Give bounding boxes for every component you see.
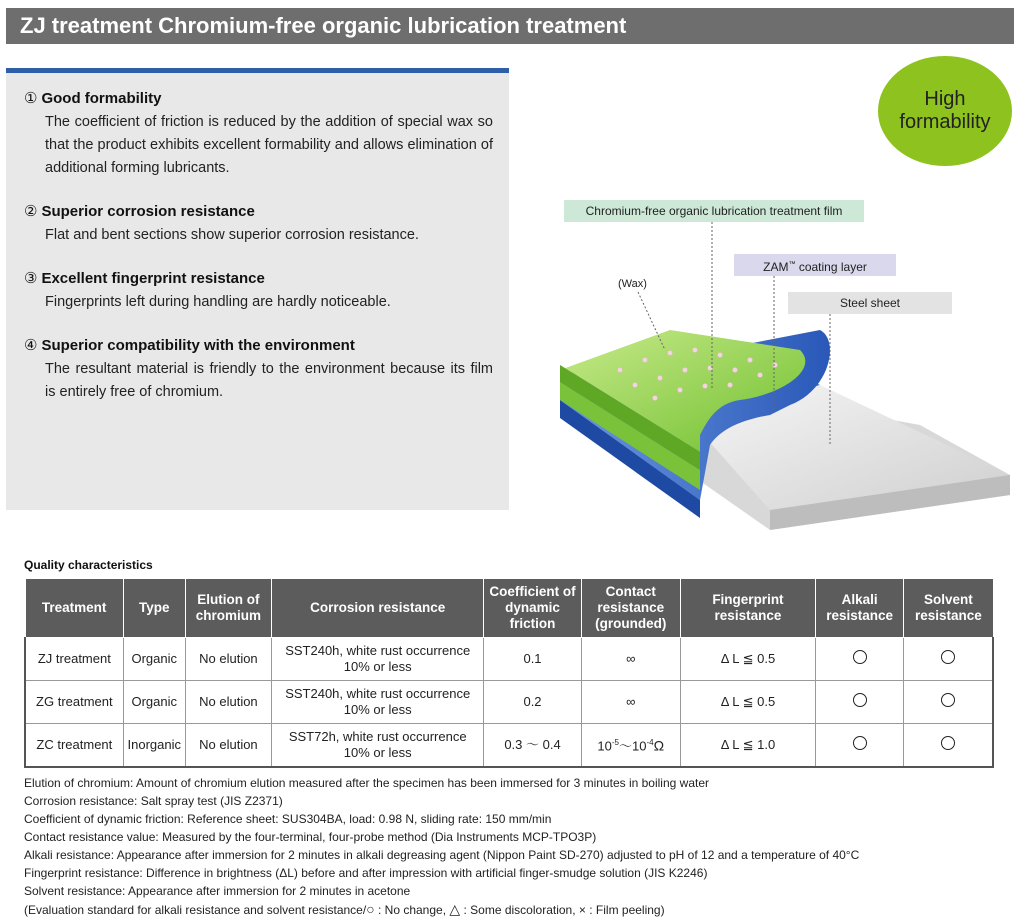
col-type: Type [123,579,185,638]
cell-friction: 0.2 [484,681,581,724]
zam-label-suffix: coating layer [795,260,867,274]
col-contact: Contact resistance (grounded) [581,579,680,638]
cell-fingerprint: Δ L ≦ 0.5 [680,681,815,724]
high-formability-badge [878,56,1012,166]
steel-label: Steel sheet [788,292,952,314]
col-alkali: Alkali resistance [816,579,904,638]
corrosion-line1: SST240h, white rust occurrence [285,686,471,701]
cell-friction: 0.3 ～ 0.4 [484,724,581,768]
feature-text: Fingerprints left during handling are hardly noticeable. [45,294,391,310]
no-change-circle-icon [941,650,955,664]
feature-heading: Superior compatibility with the environment [41,337,355,354]
features-panel [6,68,509,510]
feature-text: Flat and bent sections show superior corrosion resistance. [45,227,419,243]
corrosion-line1: SST240h, white rust occurrence [285,643,471,658]
badge-line2: formability [899,111,991,133]
no-change-circle-icon [941,736,955,750]
cell-type: Inorganic [123,724,185,768]
cell-corrosion [271,681,483,724]
feature-corrosion [24,202,493,247]
cell-elution: No elution [185,681,271,724]
cross-icon: × [578,903,586,917]
no-change-circle-icon [853,693,867,707]
feature-text: The resultant material is friendly to the environment because its film is entirely free of chromium. [45,361,493,400]
feature-number: ② [24,203,38,220]
feature-environment [24,336,493,404]
feature-number: ④ [24,337,38,354]
footnotes [24,774,859,919]
corrosion-line1: SST72h, white rust occurrence [288,729,467,744]
col-fingerprint: Fingerprint resistance [680,579,815,638]
note-elution: Elution of chromium: Amount of chromium elution measured after the specimen has been immersed for 3 minutes in boiling water [24,776,709,790]
note-friction: Coefficient of dynamic friction: Reference sheet: SUS304BA, load: 0.98 N, sliding rate: 150 mm/min [24,812,552,826]
corrosion-line2: 10% or less [343,702,412,717]
zam-label [734,254,896,276]
no-change-circle-icon [941,693,955,707]
table-row [25,724,993,768]
cell-corrosion [271,638,483,681]
no-change-circle-icon [853,736,867,750]
trademark-mark: ™ [788,261,796,268]
cell-type: Organic [123,681,185,724]
cell-contact [581,724,680,768]
cell-type: Organic [123,638,185,681]
note-corrosion: Corrosion resistance: Salt spray test (JIS Z2371) [24,794,283,808]
page-title: ZJ treatment Chromium-free organic lubrication treatment [6,8,1014,44]
feature-heading: Superior corrosion resistance [41,203,255,220]
table-header-row [25,579,993,638]
cell-alkali [816,724,904,768]
quality-title: Quality characteristics [24,558,153,572]
contact-unit: Ω [653,737,665,754]
note-contact: Contact resistance value: Measured by the four-terminal, four-probe method (Dia Instruments MCP-TPO3P) [24,830,597,844]
wax-label: (Wax) [618,278,647,290]
table-row [25,638,993,681]
cell-solvent [904,638,993,681]
cell-solvent [904,724,993,768]
cell-contact: ∞ [581,681,680,724]
badge-line1: High [924,88,966,110]
feature-heading: Excellent fingerprint resistance [41,270,265,287]
triangle-icon: △ [449,901,461,917]
note-fingerprint: Fingerprint resistance: Difference in brightness (ΔL) before and after impression with artificial finger-smudge solution (JIS K2246) [24,866,708,880]
cell-friction: 0.1 [484,638,581,681]
legend-prefix: (Evaluation standard for alkali resistance and solvent resistance/ [24,903,367,917]
cell-treatment: ZJ treatment [25,638,123,681]
col-elution: Elution of chromium [185,579,271,638]
cell-fingerprint: Δ L ≦ 0.5 [680,638,815,681]
corrosion-line2: 10% or less [343,659,412,674]
feature-formability [24,89,493,180]
film-label: Chromium-free organic lubrication treatment film [564,200,864,222]
cell-treatment: ZC treatment [25,724,123,768]
quality-table [24,578,994,768]
cell-corrosion [271,724,483,768]
cell-solvent [904,681,993,724]
legend-triangle-text: : Some discoloration, [460,903,579,917]
cell-fingerprint: Δ L ≦ 1.0 [680,724,815,768]
cell-elution: No elution [185,638,271,681]
feature-fingerprint [24,269,493,314]
layer-diagram [520,190,1010,535]
feature-number: ① [24,90,38,107]
zam-label-text: ZAM [763,260,789,274]
note-alkali: Alkali resistance: Appearance after immersion for 2 minutes in alkali degreasing agent (Nippon Paint SD-270) adjusted to pH of 12 and a temperature of 40°C [24,848,860,862]
cell-alkali [816,681,904,724]
legend-cross-text: : Film peeling) [585,903,665,917]
cell-elution: No elution [185,724,271,768]
contact-mid: ～10 [618,738,647,754]
circle-icon: ○ [366,901,375,917]
col-corrosion: Corrosion resistance [271,579,483,638]
col-treatment: Treatment [25,579,123,638]
legend-circle-text: : No change, [374,903,450,917]
cell-alkali [816,638,904,681]
col-friction: Coefficient of dynamic friction [484,579,581,638]
feature-heading: Good formability [41,90,162,107]
feature-number: ③ [24,270,38,287]
cell-treatment: ZG treatment [25,681,123,724]
note-solvent: Solvent resistance: Appearance after immersion for 2 minutes in acetone [24,884,411,898]
feature-text: The coefficient of friction is reduced by the addition of special wax so that the product exhibits excellent formability and allows elimination of additional forming lubricants. [45,114,493,176]
contact-exp-b: -4 [646,738,654,748]
contact-exp-a: -5 [611,738,619,748]
table-row [25,681,993,724]
corrosion-line2: 10% or less [343,745,412,760]
note-legend [24,900,859,919]
no-change-circle-icon [853,650,867,664]
col-solvent: Solvent resistance [904,579,993,638]
cell-contact: ∞ [581,638,680,681]
layer-diagram-illustration [520,190,1010,535]
contact-base: 10 [597,738,612,754]
